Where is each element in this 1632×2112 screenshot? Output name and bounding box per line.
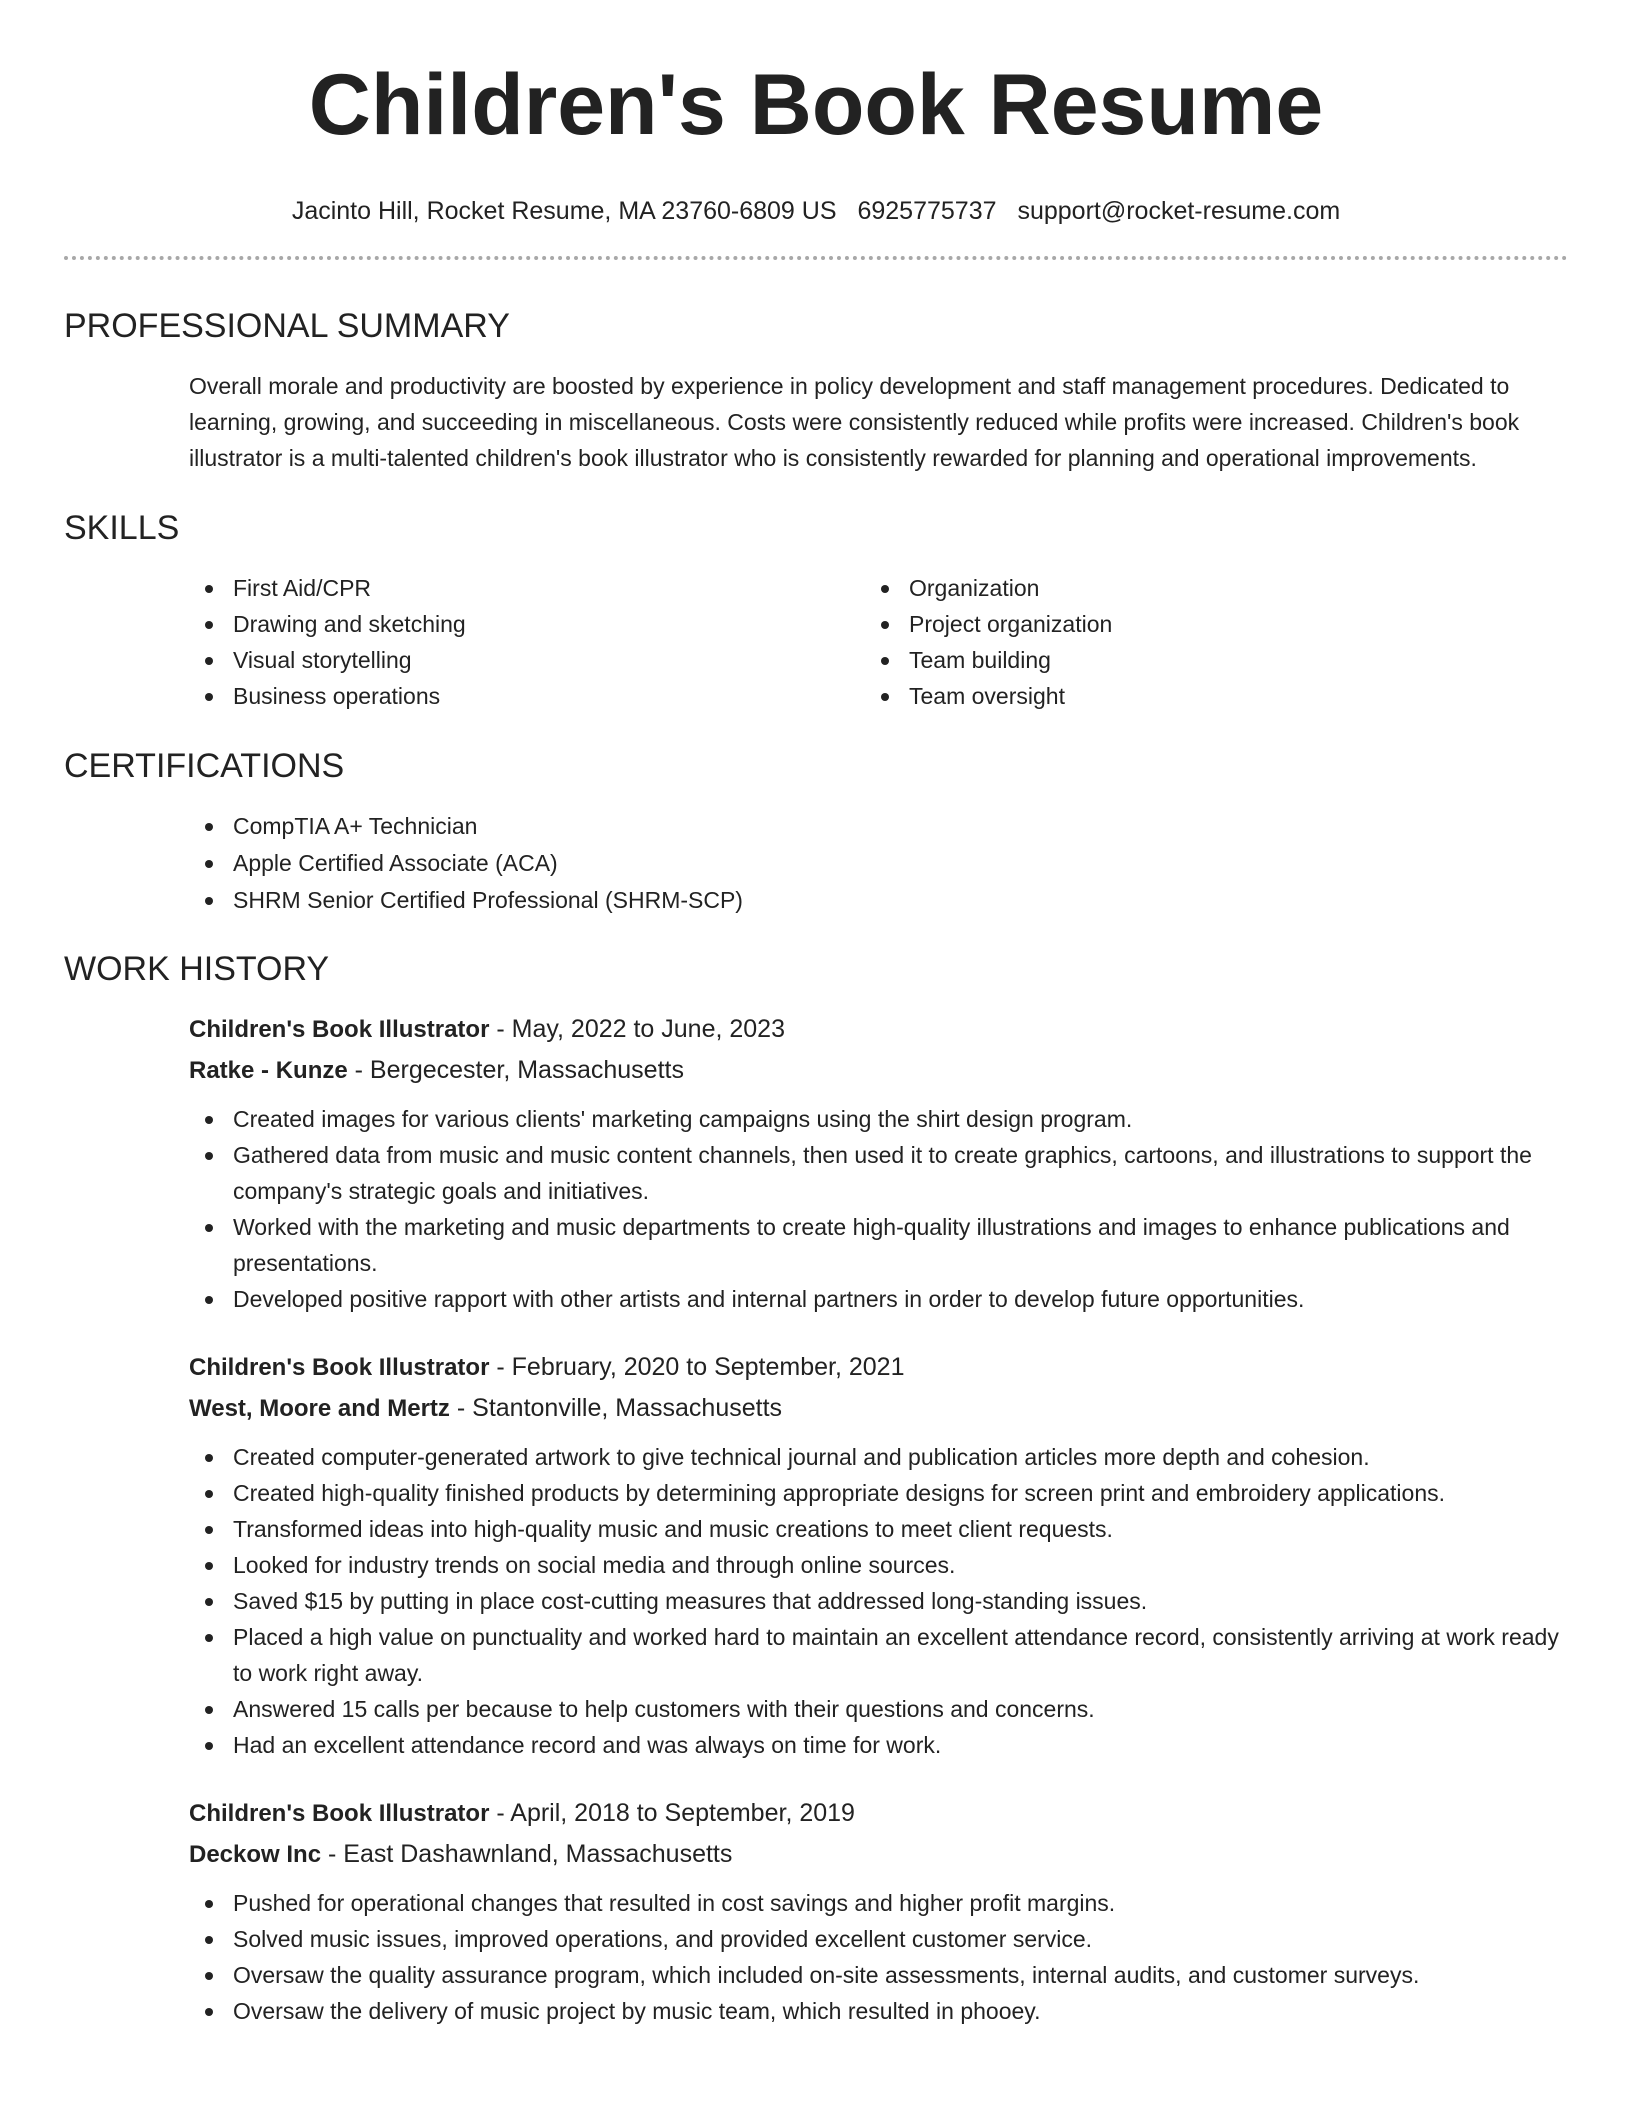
job-entry [64, 1347, 1568, 1763]
job-company-line [189, 1388, 1568, 1429]
skills-section [64, 506, 1568, 714]
job-bullet: Worked with the marketing and music departments to create high-quality illustrations and images to enhance publications and presentations. [189, 1209, 1568, 1281]
job-company-line [189, 1834, 1568, 1875]
job-title-line [189, 1347, 1568, 1388]
certifications-list [64, 808, 1568, 919]
job-title-line [189, 1009, 1568, 1050]
certifications-heading: CERTIFICATIONS [64, 747, 345, 785]
job-bullet: Solved music issues, improved operations, and provided excellent customer service. [189, 1921, 1568, 1957]
skill-item: Visual storytelling [189, 642, 865, 678]
job-bullet: Created images for various clients' marketing campaigns using the shirt design program. [189, 1101, 1568, 1137]
summary-text: Overall morale and productivity are boosted by experience in policy development and staff management procedures. Dedicated to learning, growing, and succeeding in miscellaneous. Costs were consistently reduced while profits were increased. Children's book illustrator is a multi-talented children's book illustrator who is consistently rewarded for planning and operational improvements. [189, 373, 1520, 471]
job-title: Children's Book Illustrator [189, 1800, 490, 1827]
contact-email: support@rocket-resume.com [1017, 197, 1341, 225]
skill-item: Project organization [865, 606, 1541, 642]
job-dates: - May, 2022 to June, 2023 [496, 1015, 785, 1043]
job-title: Children's Book Illustrator [189, 1016, 490, 1043]
certification-item: CompTIA A+ Technician [189, 808, 1568, 845]
job-entry [64, 1793, 1568, 2029]
skill-item: Organization [865, 570, 1541, 606]
skills-right-list [865, 570, 1541, 714]
skill-item: Business operations [189, 678, 865, 714]
job-entry [64, 1009, 1568, 1317]
job-bullet: Oversaw the quality assurance program, which included on-site assessments, internal audits, and customer surveys. [189, 1957, 1568, 1993]
work-history-heading: WORK HISTORY [64, 950, 330, 988]
certification-item: SHRM Senior Certified Professional (SHRM-SCP) [189, 882, 1568, 919]
contact-address: Jacinto Hill, Rocket Resume, MA 23760-6809 US [291, 197, 837, 225]
job-location: - Bergecester, Massachusetts [354, 1056, 684, 1084]
job-company: Ratke - Kunze [189, 1057, 348, 1084]
job-bullet: Oversaw the delivery of music project by music team, which resulted in phooey. [189, 1993, 1568, 2029]
summary-section [64, 304, 1568, 476]
job-bullet: Pushed for operational changes that resulted in cost savings and higher profit margins. [189, 1885, 1568, 1921]
skill-item: Team building [865, 642, 1541, 678]
skills-heading: SKILLS [64, 509, 180, 547]
job-bullet: Had an excellent attendance record and was always on time for work. [189, 1727, 1568, 1763]
header-divider [64, 256, 1568, 260]
job-bullet: Answered 15 calls per because to help customers with their questions and concerns. [189, 1691, 1568, 1727]
job-bullets [189, 1885, 1568, 2029]
skill-item: Team oversight [865, 678, 1541, 714]
job-title-line [189, 1793, 1568, 1834]
job-dates: - April, 2018 to September, 2019 [496, 1799, 855, 1827]
job-location: - East Dashawnland, Massachusetts [328, 1840, 733, 1868]
certification-item: Apple Certified Associate (ACA) [189, 845, 1568, 882]
job-company: West, Moore and Mertz [189, 1395, 450, 1422]
job-bullet: Transformed ideas into high-quality music and music creations to meet client requests. [189, 1511, 1568, 1547]
job-bullet: Created high-quality finished products by determining appropriate designs for screen print and embroidery applications. [189, 1475, 1568, 1511]
resume-title: Children's Book Resume [308, 57, 1324, 153]
job-company: Deckow Inc [189, 1841, 322, 1868]
job-location: - Stantonville, Massachusetts [456, 1394, 783, 1422]
job-bullet: Placed a high value on punctuality and worked hard to maintain an excellent attendance record, consistently arriving at work ready to work right away. [189, 1619, 1568, 1691]
job-title: Children's Book Illustrator [189, 1354, 490, 1381]
skills-grid [64, 570, 1568, 714]
skill-item: Drawing and sketching [189, 606, 865, 642]
summary-heading: PROFESSIONAL SUMMARY [64, 307, 510, 345]
job-bullet: Created computer-generated artwork to give technical journal and publication articles more depth and cohesion. [189, 1439, 1568, 1475]
contact-line [64, 194, 1568, 228]
contact-phone: 6925775737 [857, 197, 997, 225]
certifications-section [64, 744, 1568, 919]
job-dates: - February, 2020 to September, 2021 [496, 1353, 905, 1381]
job-bullets [189, 1101, 1568, 1317]
job-bullet: Gathered data from music and music content channels, then used it to create graphics, cartoons, and illustrations to support the company's strategic goals and initiatives. [189, 1137, 1568, 1209]
job-bullet: Developed positive rapport with other artists and internal partners in order to develop future opportunities. [189, 1281, 1568, 1317]
job-bullet: Looked for industry trends on social media and through online sources. [189, 1547, 1568, 1583]
job-bullet: Saved $15 by putting in place cost-cutting measures that addressed long-standing issues. [189, 1583, 1568, 1619]
job-company-line [189, 1050, 1568, 1091]
job-bullets [189, 1439, 1568, 1763]
skill-item: First Aid/CPR [189, 570, 865, 606]
work-history-section [64, 947, 1568, 2029]
skills-left-list [189, 570, 865, 714]
